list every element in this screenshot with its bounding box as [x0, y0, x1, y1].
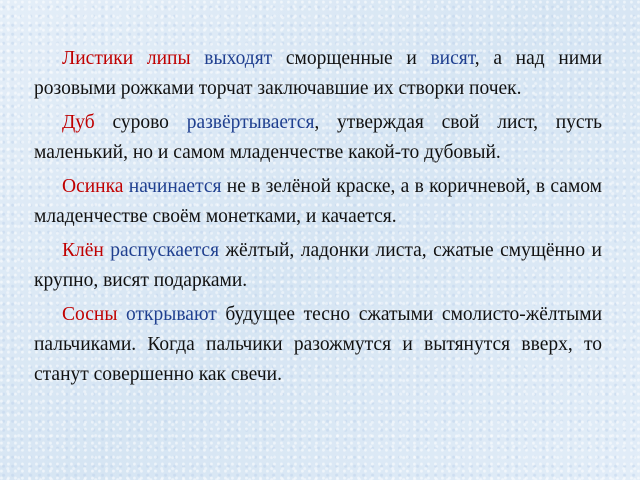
text: сурово [94, 112, 187, 133]
text: , утверждая свой лист, пусть маленький, но и самом младенчестве какой-то дубовый. [34, 112, 602, 163]
subject-pines: Сосны [62, 304, 118, 325]
paragraph-oak [34, 108, 602, 168]
subject-oak: Дуб [62, 112, 95, 133]
text: будущее тесно сжатыми смолисто-жёлтыми пальчиками. Когда пальчики разожмутся и вытянутся вверх, то станут совершенно как свечи. [34, 304, 603, 385]
verb-otkryvayut: открывают [126, 304, 217, 325]
paragraph-maple [34, 236, 602, 296]
text: , а над ними розовыми рожками торчат заключавшие их створки почек. [34, 48, 603, 99]
verb-nachinaetsya: начинается [128, 176, 222, 197]
text: сморщенные и [272, 48, 431, 69]
verb-visyat: висят [430, 48, 475, 69]
paragraph-linden [34, 44, 602, 104]
verb-vykhodyat: выходят [204, 48, 273, 69]
text: жёлтый, ладонки листа, сжатые смущённо и крупно, висят подарками. [34, 240, 602, 291]
text: не в зелёной краске, а в коричневой, в самом младенчестве своём монетками, и качается. [34, 176, 603, 227]
text-block [34, 44, 602, 394]
verb-raspuskaetsya: распускается [110, 240, 220, 261]
verb-razvertyvaetsya: развёртывается [186, 112, 315, 133]
paragraph-aspen [34, 172, 602, 232]
paragraph-pines [34, 300, 602, 390]
subject-linden: Листики липы [62, 48, 191, 69]
subject-aspen: Осинка [62, 176, 124, 197]
subject-maple: Клён [62, 240, 104, 261]
